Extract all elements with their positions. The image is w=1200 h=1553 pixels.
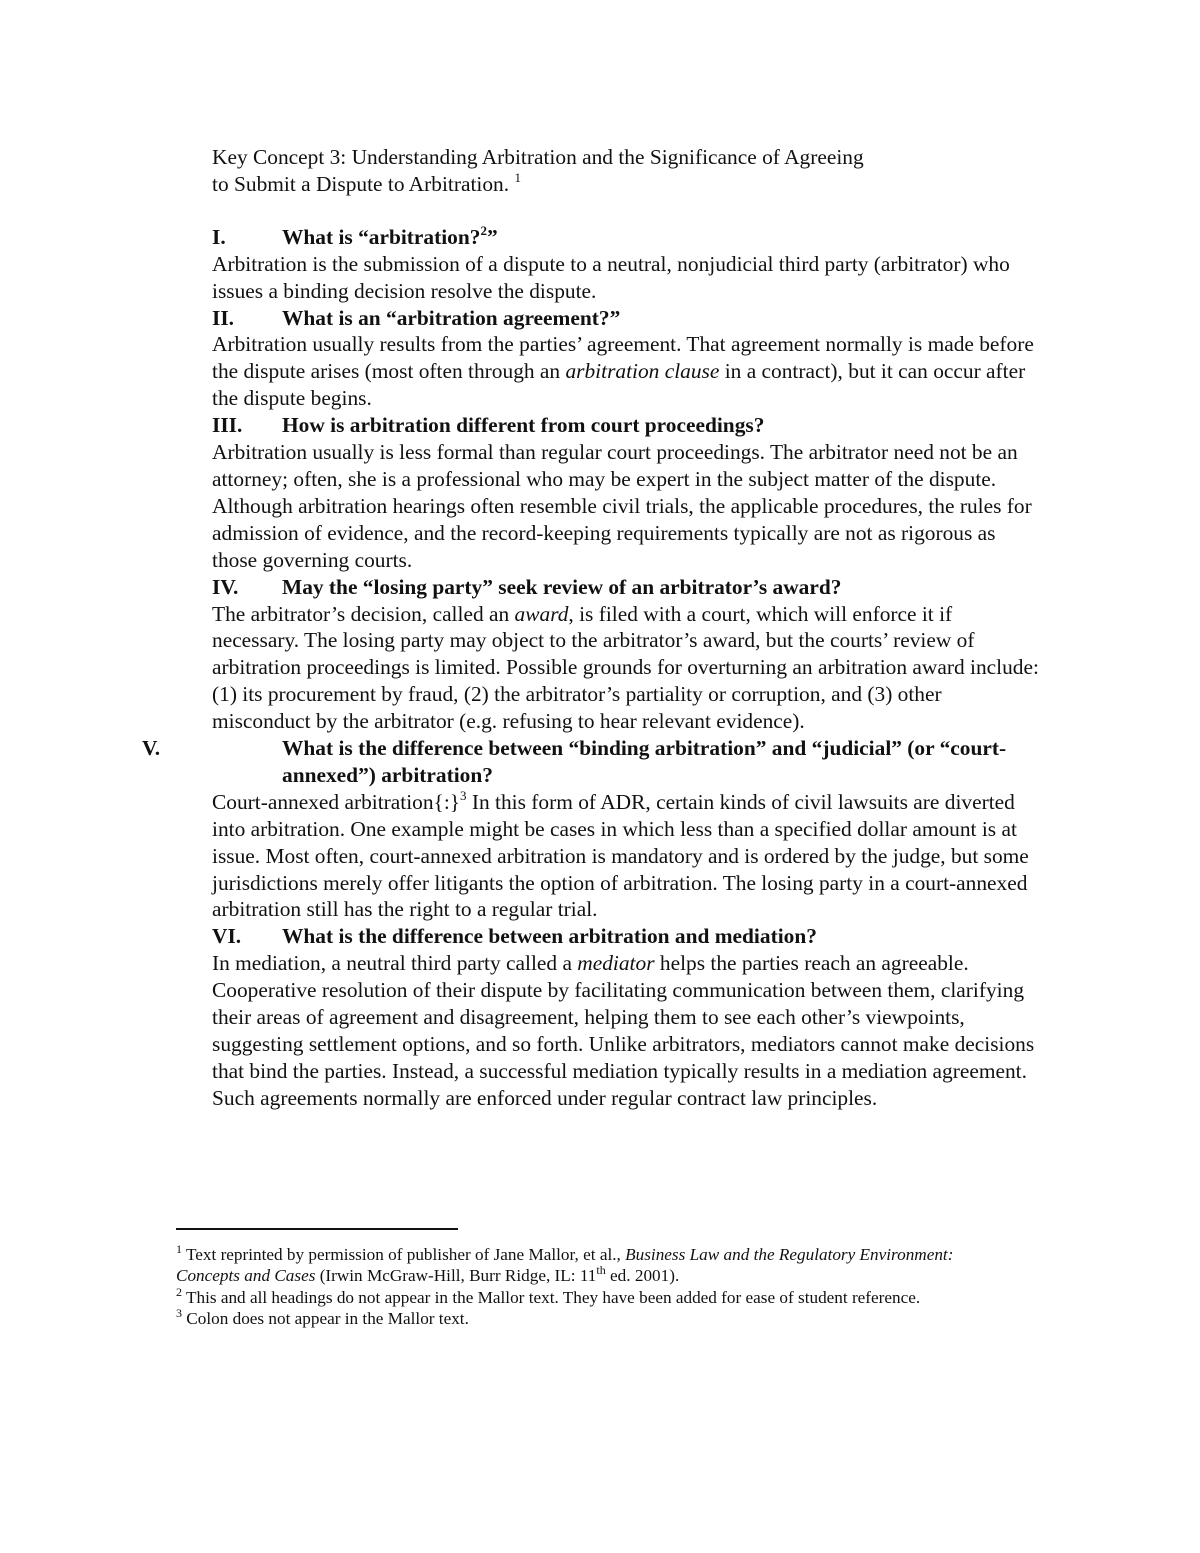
section-2-body-start: Arbitration usually results from the parties’ agreement. That agreement normally is made before the dispute arises (most often through an [212,332,1034,384]
section-4-heading-text: May the “losing party” seek review of an arbitrator’s award? [282,574,842,599]
footnote-1-marker: 1 [176,1242,182,1256]
section-1-body: Arbitration is the submission of a dispute to a neutral, nonjudicial third party (arbitrator) who issues a binding decision resolve the dispute. [212,251,1010,303]
section-2-heading [212,305,1042,332]
section-5-number: V. [142,736,161,761]
section-6-body-emphasis: mediator [577,951,655,976]
document-body [142,144,1042,1112]
footnote-1 [176,1238,996,1287]
section-6-number: VI. [212,924,242,949]
footnote-2-text: This and all headings do not appear in the Mallor text. They have been added for ease of student reference. [182,1287,921,1307]
section-5-heading-text: What is the difference between “binding arbitration” and “judicial” (or “court-annexed”) arbitration? [282,736,1007,787]
section-2-number: II. [212,305,234,330]
footnote-3-text: Colon does not appear in the Mallor text. [182,1309,469,1329]
footnote-3 [176,1308,996,1329]
section-4-heading [212,574,1042,601]
section-5-heading [142,735,1042,789]
footnote-ref-3[interactable]: 3 [460,787,467,803]
section-1-number: I. [212,224,226,249]
section-2-body-emphasis: arbitration clause [565,359,720,384]
section-5-body-end: In this form of ADR, certain kinds of civil lawsuits are diverted into arbitration. One example might be cases in which less than a specified dollar amount is at issue. Most often, court-annexed arbitration is mandatory and is ordered by the judge, but some jurisdictions merely offer litigants the option of arbitration. The losing party in a court-annexed arbitration still has the right to a regular trial. [212,789,1029,922]
title-line-1: Key Concept 3: Understanding Arbitration and the Significance of Agreeing [212,145,864,169]
footnote-ref-2[interactable]: 2 [480,222,487,238]
section-5-body-start: Court-annexed arbitration{:} [212,789,461,814]
section-3-heading [212,412,1042,439]
section-4-number: IV. [212,574,239,599]
footnote-ref-1[interactable]: 1 [514,169,521,185]
footnote-1-text-end: ed. 2001). [605,1266,680,1286]
section-1-heading [212,224,1042,251]
section-4-body-emphasis: award [514,601,569,626]
section-2-body [212,331,1042,412]
section-2-body-end: in a contract), but it can occur after the dispute begins. [212,359,1026,411]
footnote-separator [176,1228,458,1230]
section-6-body-start: In mediation, a neutral third party called a [212,951,578,976]
section-3-heading-text: How is arbitration different from court proceedings? [282,413,765,438]
section-3-body: Arbitration usually is less formal than regular court proceedings. The arbitrator need not be an attorney; often, she is a professional who may be expert in the subject matter of the dispute. Although arbitration hearings often resemble civil trials, the applicable procedures, the rules for admission of evidence, and the record-keeping requirements typically are not as rigorous as those governing courts. [212,440,1032,572]
section-6-heading-text: What is the difference between arbitration and mediation? [282,924,817,949]
title-line-2: to Submit a Dispute to Arbitration. [212,171,515,196]
section-3-number: III. [212,413,243,438]
footnote-3-marker: 3 [176,1306,182,1321]
section-6-heading [212,923,1042,950]
footnote-1-text-start: Text reprinted by permission of publisher of Jane Mallor, et al., [182,1245,626,1264]
section-1-heading-text: What is “arbitration? [282,224,481,249]
section-6-body-end: helps the parties reach an agreeable. Cooperative resolution of their dispute by facilitating communication between them, clarifying their areas of agreement and disagreement, helping them to see each other’s viewpoints, suggesting settlement options, and so forth. Unlike arbitrators, mediators cannot make decisions that bind the parties. Instead, a successful mediation typically results in a mediation agreement. Such agreements normally are enforced under regular contract law principles. [212,951,1035,1110]
footnote-2 [176,1284,996,1308]
section-1-heading-close: ” [486,224,498,249]
section-4-body-start: The arbitrator’s decision, called an [212,601,515,626]
section-2-heading-text: What is an “arbitration agreement?” [282,305,621,330]
footnotes [176,1238,996,1330]
section-5-body [212,789,1042,924]
footnote-2-marker: 2 [176,1284,182,1299]
footnote-1-ordinal: th [596,1263,606,1278]
section-4-body-end: , is filed with a court, which will enforce it if necessary. The losing party may object to the arbitrator’s award, but the courts’ review of arbitration proceedings is limited. Possible grounds for overturning an arbitration award include: (1) its procurement by fraud, (2) the arbitrator’s partiality or corruption, and (3) other misconduct by the arbitrator (e.g. refusing to hear relevant evidence). [212,601,1039,734]
section-4-body [212,601,1042,736]
document-title [212,144,1042,198]
section-6-body [212,950,1042,1111]
footnote-1-book-title: Business Law and the Regulatory Environment: Concepts and Cases [176,1245,954,1286]
footnote-1-text-mid: (Irwin McGraw-Hill, Burr Ridge, IL: 11 [315,1266,597,1286]
